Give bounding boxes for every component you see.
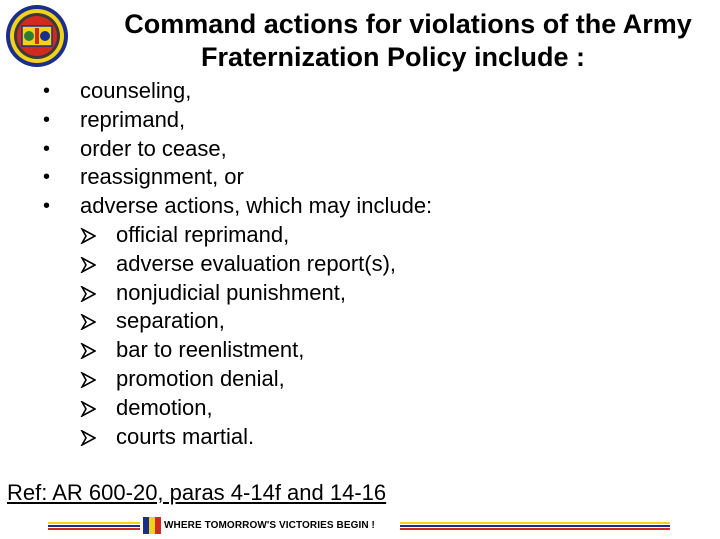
tricolor-flag-icon (143, 517, 161, 534)
footer-slogan: WHERE TOMORROW'S VICTORIES BEGIN ! (164, 520, 375, 531)
sub-list-item: official reprimand, (80, 221, 432, 250)
footer-banner (0, 514, 720, 539)
action-list (40, 77, 432, 451)
arrowhead-icon (80, 314, 96, 330)
title-line-2: Fraternization Policy include : (200, 42, 586, 72)
bullet-dot-icon: • (43, 108, 51, 131)
footer-stripes-left (48, 522, 140, 532)
bullet-dot-icon: • (43, 166, 51, 189)
reference-citation: Ref: AR 600-20, paras 4-14f and 14-16 (7, 480, 387, 505)
sub-list-item: promotion denial, (80, 365, 432, 394)
sub-list-item: separation, (80, 307, 432, 336)
sub-list-item: courts martial. (80, 423, 432, 452)
sub-list-item: bar to reenlistment, (80, 336, 432, 365)
arrowhead-icon (80, 401, 96, 417)
list-item: • reassignment, or (40, 163, 432, 192)
list-item: • reprimand, (40, 106, 432, 135)
arrowhead-icon (80, 343, 96, 359)
list-item: • counseling, (40, 77, 432, 106)
footer-stripes-right (400, 522, 670, 532)
army-seal-icon (5, 4, 69, 68)
sub-list-item: nonjudicial punishment, (80, 279, 432, 308)
title-line-1: Command actions for violations of the Army (124, 9, 692, 39)
bullet-dot-icon: • (43, 137, 51, 160)
adverse-action-sublist (80, 221, 432, 451)
arrowhead-icon (80, 430, 96, 446)
sub-list-item: adverse evaluation report(s), (80, 250, 432, 279)
page-title (78, 8, 708, 74)
arrowhead-icon (80, 228, 96, 244)
bullet-dot-icon: • (43, 80, 51, 102)
arrowhead-icon (80, 286, 96, 302)
arrowhead-icon (80, 257, 96, 273)
sub-list-item: demotion, (80, 394, 432, 423)
arrowhead-icon (80, 372, 96, 388)
list-item: • adverse actions, which may include: official reprimand, adverse evaluation report(s), nonjudicial punishment, separation, bar to reenlistment, promotion denial, demotion, courts martial. (40, 192, 432, 451)
bullet-dot-icon: • (43, 195, 51, 218)
list-item: • order to cease, (40, 135, 432, 164)
